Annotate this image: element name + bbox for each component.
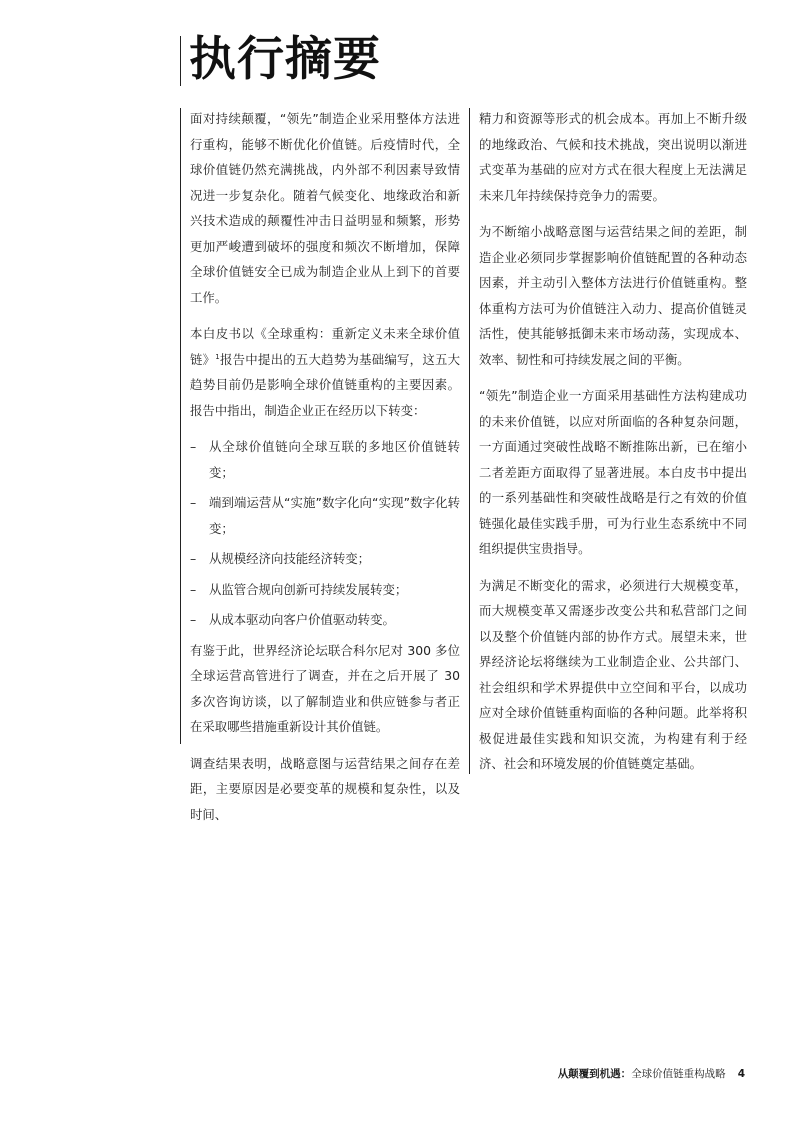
intro-paragraph: 面对持续颠覆，“领先”制造企业采用整体方法进行重构，能够不断优化价值链。后疫情时代，全球价值链仍然充满挑战，内外部不利因素导致情况进一步复杂化。随着气候变化、地缘政治和新兴技术造成的颠覆性冲击日益明显和频繁，形势更加严峻遭到破坏的强度和频次不断增加，保障全球价值链安全已成为制造企业从上到下的首要工作。	[190, 111, 460, 305]
list-dash: –	[190, 439, 197, 454]
list-item-text: 从成本驱动向客户价值驱动转变。	[209, 612, 395, 627]
page-title: 执行摘要	[189, 32, 381, 87]
list-item	[190, 577, 460, 603]
list-item-text: 从监管合规向创新可持续发展转变；	[209, 581, 408, 597]
list-dash: –	[190, 551, 197, 566]
survey-paragraph: 有鉴于此，世界经济论坛联合科尔尼对 300 多位全球运营高管进行了调查，并在之后开展了 30 多次咨询访谈，以了解制造业和供应链参与者正在采取哪些措施重新设计其价值链。	[190, 642, 460, 734]
list-dash: –	[190, 495, 197, 510]
left-column-rule	[180, 108, 181, 744]
page-footer	[558, 1066, 745, 1082]
shifts-list	[190, 434, 460, 633]
findings-paragraph: 调查结果表明，战略意图与运营结果之间存在差距，主要原因是必要变革的规模和复杂性，以及时间、	[190, 755, 460, 822]
list-item-text: 端到端运营从“实施”数字化向“实现”数字化转变；	[209, 495, 460, 536]
title-rule	[180, 36, 181, 86]
list-item	[190, 490, 460, 541]
whitepaper-basis-rest: 报告中提出的五大趋势为基础编写，这五大趋势目前仍是影响全球价值链重构的主要因素。报告中指出，制造企业正在经历以下转变：	[190, 351, 461, 418]
list-item-text: 从规模经济向技能经济转变；	[209, 551, 371, 566]
opportunity-cost-paragraph: 精力和资源等形式的机会成本。再加上不断升级的地缘政治、气候和技术挑战，突出说明以渐进式变革为基础的应对方式在很大程度上无法满足未来几年持续保持竞争力的需要。	[479, 111, 747, 203]
list-dash: –	[190, 581, 197, 597]
whitepaper-basis-paragraph	[190, 321, 460, 423]
list-item-text: 从全球价值链向全球互联的多地区价值链转变；	[209, 439, 460, 480]
list-item	[190, 546, 460, 572]
list-item	[190, 434, 460, 485]
outlook-paragraph: 为满足不断变化的需求，必须进行大规模变革，而大规模变革又需逐步改变公共和私营部门之间以及整个价值链内部的协作方式。展望未来，世界经济论坛将继续为工业制造企业、公共部门、社会组织和学术界提供中立空间和平台，以成功应对全球价值链重构面临的各种问题。此举将积极促进最佳实践和知识交流，为构建有利于经济、社会和环境发展的价值链奠定基础。	[479, 577, 747, 771]
report-subtitle: 全球价值链重构战略	[631, 1068, 726, 1080]
list-item	[190, 607, 460, 633]
report-title: 从颠覆到机遇：	[557, 1068, 632, 1080]
footnote-marker: 1	[215, 352, 220, 361]
list-dash: –	[190, 612, 197, 627]
leading-manufacturers-paragraph: “领先”制造企业一方面采用基础性方法构建成功的未来价值链，以应对所面临的各种复杂问题，一方面通过突破性战略不断推陈出新，已在缩小二者差距方面取得了显著进展。本白皮书中提出的一系列基础性和突破性战略是行之有效的价值链强化最佳实践手册，可为行业生态系统中不同组织提供宝贵指导。	[479, 388, 747, 556]
center-column-rule	[469, 108, 470, 774]
whitepaper-basis-text: 本白皮书以《全球重构：重新定义未来全球价值链》	[190, 326, 460, 367]
gap-paragraph: 为不断缩小战略意图与运营结果之间的差距，制造企业必须同步掌握影响价值链配置的各种动态因素，并主动引入整体方法进行价值链重构。整体重构方法可为价值链注入动力、提高价值链灵活性，使其能够抵御未来市场动荡，实现成本、效率、韧性和可持续发展之间的平衡。	[479, 224, 747, 367]
right-column	[479, 106, 747, 788]
page-number: 4	[737, 1068, 745, 1080]
left-column	[190, 106, 460, 838]
